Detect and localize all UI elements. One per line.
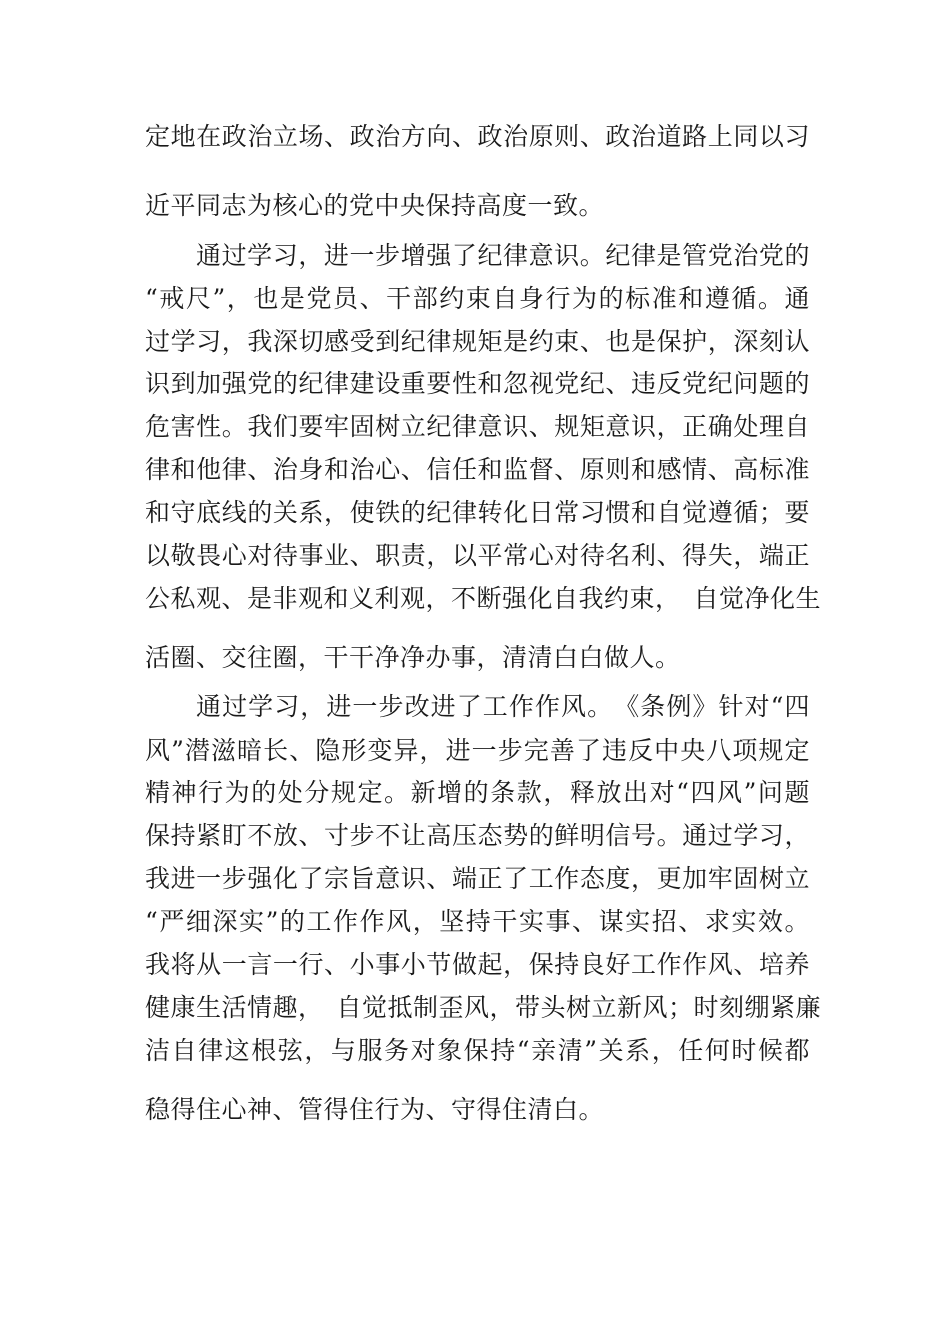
paragraph-line: 以敬畏心对待事业、职责，以平常心对待名利、得失，端正	[145, 541, 810, 570]
paragraph-line: 精神行为的处分规定。新增的条款，释放出对“四风”问题	[145, 778, 810, 807]
paragraph-line: 通过学习，进一步改进了工作作风。 《条例》针对“四	[196, 692, 810, 721]
paragraph-line: 通过学习，进一步增强了纪律意识。纪律是管党治党的	[196, 241, 810, 270]
paragraph-line: 识到加强党的纪律建设重要性和忽视党纪、违反党纪问题的	[145, 369, 810, 398]
paragraph-line: 洁自律这根弦，与服务对象保持“亲清”关系，任何时候都	[145, 1036, 810, 1065]
paragraph-line: “戒尺”，也是党员、干部约束自身行为的标准和遵循。通	[145, 284, 810, 313]
paragraph-line: 活圈、交往圈，干干净净办事，清清白白做人。	[145, 643, 681, 672]
paragraph-line: 律和他律、治身和治心、信任和监督、原则和感情、高标准	[145, 455, 810, 484]
paragraph-line: 保持紧盯不放、寸步不让高压态势的鲜明信号。通过学习，	[145, 821, 810, 850]
paragraph-line: 风”潜滋暗长、隐形变异，进一步完善了违反中央八项规定	[145, 736, 810, 765]
paragraph-line: 我将从一言一行、小事小节做起，保持良好工作作风、培养	[145, 950, 810, 979]
paragraph-line: 近平同志为核心的党中央保持高度一致。	[145, 191, 605, 220]
paragraph-line: 健康生活情趣， 自觉抵制歪风，带头树立新风；时刻绷紧廉	[145, 993, 822, 1022]
paragraph-line: 我进一步强化了宗旨意识、端正了工作态度，更加牢固树立	[145, 864, 810, 893]
paragraph-line: 过学习，我深切感受到纪律规矩是约束、也是保护，深刻认	[145, 327, 810, 356]
paragraph-line: 定地在政治立场、政治方向、政治原则、政治道路上同以习	[145, 122, 810, 151]
paragraph-line: 稳得住心神、管得住行为、守得住清白。	[145, 1095, 605, 1124]
paragraph-line: 和守底线的关系，使铁的纪律转化日常习惯和自觉遵循；要	[145, 498, 810, 527]
paragraph-line: 危害性。我们要牢固树立纪律意识、规矩意识，正确处理自	[145, 412, 810, 441]
paragraph-line: “严细深实”的工作作风，坚持干实事、谋实招、求实效。	[145, 907, 810, 936]
paragraph-line: 公私观、是非观和义利观，不断强化自我约束， 自觉净化生	[145, 584, 822, 613]
